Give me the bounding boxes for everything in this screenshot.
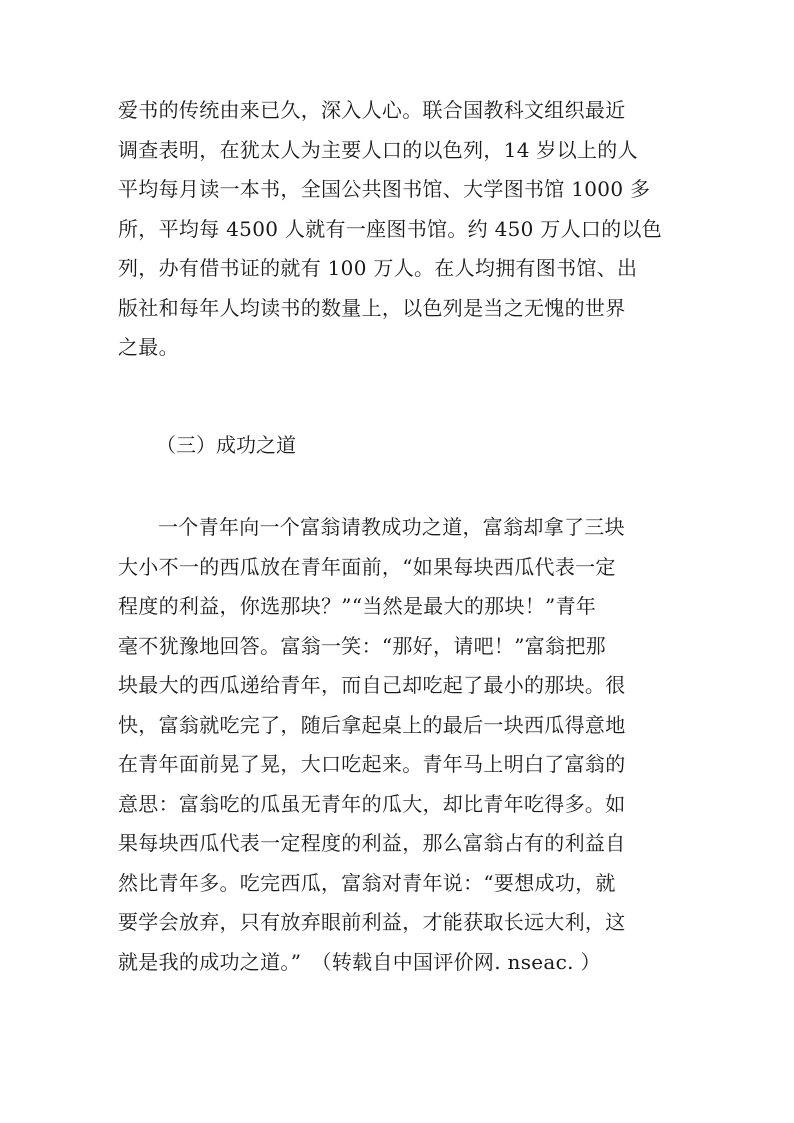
text-line: 毫不犹豫地回答。富翁一笑：“那好，请吧！”富翁把那 xyxy=(118,633,606,658)
text-line: 版社和每年人均读书的数量上，以色列是当之无愧的世界 xyxy=(118,295,626,320)
text-line: 平均每月读一本书，全国公共图书馆、大学图书馆 1000 多 xyxy=(118,177,651,201)
text-line: 列，办有借书证的就有 100 万人。在人均拥有图书馆、出 xyxy=(118,256,638,280)
text-line: 所，平均每 4500 人就有一座图书馆。约 450 万人口的以色 xyxy=(118,216,663,241)
text-line: 程度的利益，你选那块？”“当然是最大的那块！”青年 xyxy=(118,594,597,618)
text-line: 在青年面前晃了晃，大口吃起来。青年马上明白了富翁的 xyxy=(118,752,626,776)
text-line: 意思：富翁吃的瓜虽无青年的瓜大，却比青年吃得多。如 xyxy=(118,791,626,816)
text-line: 大小不一的西瓜放在青年面前，“如果每块西瓜代表一定 xyxy=(118,554,616,579)
text-line: 快，富翁就吃完了，随后拿起桌上的最后一块西瓜得意地 xyxy=(118,712,626,737)
text-line: 之最。 xyxy=(118,335,179,359)
paragraph-reading-tradition xyxy=(118,91,678,368)
paragraph-success-story xyxy=(118,508,678,982)
text-line: 一个青年向一个富翁请教成功之道，富翁却拿了三块 xyxy=(158,515,625,539)
text-line: 然比青年多。吃完西瓜，富翁对青年说：“要想成功，就 xyxy=(118,870,616,895)
text-line: 果每块西瓜代表一定程度的利益，那么富翁占有的利益自 xyxy=(118,831,626,855)
text-line: 要学会放弃，只有放弃眼前利益，才能获取长远大利，这 xyxy=(118,910,626,934)
text-line: 块最大的西瓜递给青年，而自己却吃起了最小的那块。很 xyxy=(118,673,626,697)
text-line: 爱书的传统由来已久，深入人心。联合国教科文组织最近 xyxy=(118,98,626,122)
text-line: 调查表明，在犹太人为主要人口的以色列，14 岁以上的人 xyxy=(118,137,638,162)
text-line: 就是我的成功之道。” （转载自中国评价网. nseac. ） xyxy=(118,949,601,974)
section-heading: （三）成功之道 xyxy=(156,433,296,457)
